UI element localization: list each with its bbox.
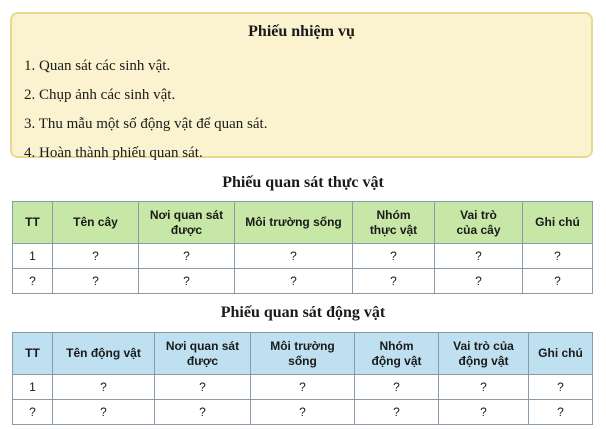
table-cell: ? [53,269,139,294]
task-item: 3. Thu mẫu một số động vật để quan sát. [24,116,268,132]
task-item: 1. Quan sát các sinh vật. [24,58,171,74]
table-cell: ? [139,269,235,294]
plant-observation-table [12,201,593,294]
animal-observation-table [12,332,593,425]
table-cell: ? [251,400,355,425]
table-cell: ? [13,400,53,425]
table-cell: ? [53,400,155,425]
table-cell: ? [529,375,593,400]
table-row [13,400,593,425]
table-cell: ? [523,244,593,269]
header-cell: TT [13,202,53,244]
task-item: 4. Hoàn thành phiếu quan sát. [24,145,203,161]
table-cell: ? [155,400,251,425]
table-cell: ? [435,269,523,294]
table-cell: ? [53,244,139,269]
table-cell: ? [523,269,593,294]
header-cell: Môi trường sống [251,333,355,375]
header-cell: Vai trò của động vật [439,333,529,375]
animal-sheet-title: Phiếu quan sát động vật [220,304,386,321]
table-cell: ? [529,400,593,425]
task-list [24,52,267,168]
table-cell: ? [355,375,439,400]
table-cell: ? [155,375,251,400]
header-cell: Môi trường sống [235,202,353,244]
task-sheet-title: Phiếu nhiệm vụ [248,23,355,40]
plant-sheet-title: Phiếu quan sát thực vật [222,174,384,191]
table-cell: ? [139,244,235,269]
header-cell: Ghi chú [523,202,593,244]
table-cell: ? [235,244,353,269]
table-cell: 1 [13,375,53,400]
header-cell: TT [13,333,53,375]
header-cell: Tên cây [53,202,139,244]
header-cell: Ghi chú [529,333,593,375]
table-cell: ? [355,400,439,425]
task-item: 2. Chụp ảnh các sinh vật. [24,87,176,103]
table-cell: ? [251,375,355,400]
header-cell: Nhóm thực vật [353,202,435,244]
header-cell: Nơi quan sát được [155,333,251,375]
table-cell: ? [439,375,529,400]
table-cell: ? [353,269,435,294]
header-cell: Tên động vật [53,333,155,375]
table-row [13,269,593,294]
table-header-row [13,202,593,244]
header-cell: Vai trò của cây [435,202,523,244]
table-cell: ? [53,375,155,400]
table-cell: ? [353,244,435,269]
table-cell: ? [13,269,53,294]
header-cell: Nhóm động vật [355,333,439,375]
table-header-row [13,333,593,375]
table-row [13,244,593,269]
table-cell: ? [235,269,353,294]
table-cell: 1 [13,244,53,269]
table-cell: ? [439,400,529,425]
table-row [13,375,593,400]
table-cell: ? [435,244,523,269]
header-cell: Nơi quan sát được [139,202,235,244]
task-sheet-box [10,12,593,161]
